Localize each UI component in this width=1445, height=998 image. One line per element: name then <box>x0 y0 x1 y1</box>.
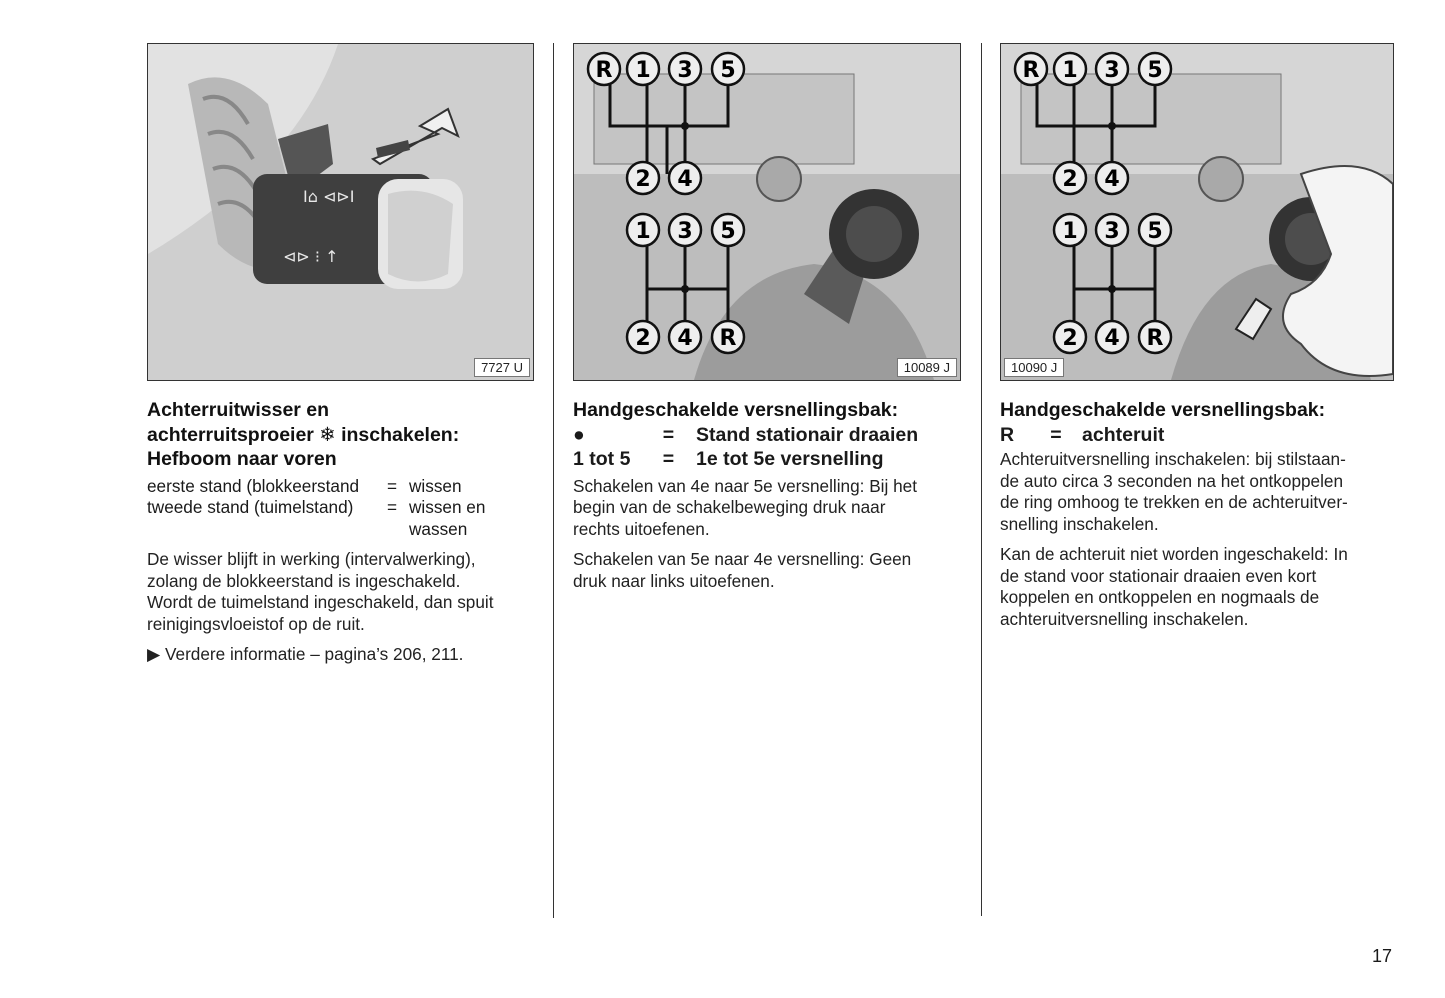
gearshift-figure <box>573 43 961 381</box>
heading-line: Hefboom naar voren <box>147 448 337 470</box>
svg-text:3: 3 <box>1104 58 1120 83</box>
figure-code: 7727 U <box>474 358 530 377</box>
section-heading <box>147 398 534 472</box>
svg-text:5: 5 <box>720 58 736 83</box>
svg-text:I⌂ ⊲⊳I: I⌂ ⊲⊳I <box>303 187 355 206</box>
reverse-gear-figure <box>1000 43 1394 381</box>
gearbox-text <box>573 398 961 592</box>
page-number: 17 <box>1372 946 1393 966</box>
svg-text:3: 3 <box>677 58 693 83</box>
svg-text:2: 2 <box>1062 326 1078 351</box>
paragraph: De wisser blijft in werking (intervalwerking), zolang de blokkeerstand is ingeschakeld. Wordt de tuimelstand ingeschakeld, dan spuit reinigingsvloeistof op de ruit. <box>147 549 494 634</box>
definition-row: 1 tot 5 = 1e tot 5e versnelling <box>573 448 884 470</box>
column-divider <box>553 43 554 918</box>
reverse-text <box>1000 398 1394 630</box>
svg-text:2: 2 <box>635 167 651 192</box>
snowflake-icon: ❄ <box>319 423 336 446</box>
figure-code: 10089 J <box>897 358 957 377</box>
svg-text:2: 2 <box>1062 167 1078 192</box>
wiper-text <box>147 398 534 666</box>
svg-text:4: 4 <box>677 326 693 351</box>
svg-text:4: 4 <box>677 167 693 192</box>
svg-text:5: 5 <box>720 219 736 244</box>
column-divider <box>981 43 982 916</box>
svg-text:R: R <box>719 326 737 351</box>
figure-code: 10090 J <box>1004 358 1064 377</box>
more-info-link[interactable]: ▶ Verdere informatie – pagina’s 206, 211. <box>147 644 464 664</box>
paragraph: Kan de achteruit niet worden ingeschakeld: In de stand voor stationair draaien even kort koppelen en ontkoppelen en nogmaals de achteruitversnelling inschakelen. <box>1000 544 1348 629</box>
heading-line: achterruitsproeier <box>147 423 320 446</box>
svg-text:R: R <box>595 58 613 83</box>
svg-text:1: 1 <box>635 219 651 244</box>
paragraph: Schakelen van 5e naar 4e versnelling: Geen druk naar links uitoefenen. <box>573 549 912 591</box>
reverse-gear-illustration <box>1001 44 1393 380</box>
svg-text:⊲⊳ ⁝ ↑: ⊲⊳ ⁝ ↑ <box>283 247 339 266</box>
wiper-lever-figure <box>147 43 534 381</box>
heading-line: Achterruitwisser en <box>147 399 330 421</box>
svg-text:2: 2 <box>635 326 651 351</box>
wiper-lever-illustration <box>148 44 533 380</box>
svg-text:R: R <box>1146 326 1164 351</box>
section-heading: Handgeschakelde versnellingsbak: <box>1000 399 1326 421</box>
definition-row: R = achteruit <box>1000 423 1165 446</box>
definition-row: ● = Stand stationair draaien <box>573 423 919 446</box>
svg-text:1: 1 <box>635 58 651 83</box>
table-row: eerste stand (blokkeerstand = wissen <box>147 475 462 496</box>
svg-text:R: R <box>1022 58 1040 83</box>
svg-text:5: 5 <box>1147 219 1163 244</box>
svg-text:4: 4 <box>1104 326 1120 351</box>
paragraph: Achteruitversnelling inschakelen: bij stilstaan- de auto circa 3 seconden na het ontkoppelen de ring omhoog te trekken en de achteruitver- snelling inschakelen. <box>1000 449 1348 534</box>
paragraph: Schakelen van 4e naar 5e versnelling: Bij het begin van de schakelbeweging druk naar rechts uitoefenen. <box>573 475 917 539</box>
position-table <box>147 476 534 541</box>
svg-text:1: 1 <box>1062 219 1078 244</box>
svg-text:3: 3 <box>1104 219 1120 244</box>
heading-line: inschakelen: <box>341 423 460 446</box>
svg-text:1: 1 <box>1062 58 1078 83</box>
svg-text:5: 5 <box>1147 58 1163 83</box>
svg-text:4: 4 <box>1104 167 1120 192</box>
triangle-right-icon: ▶ <box>147 644 161 664</box>
table-row: tweede stand (tuimelstand) = wissen en <box>147 497 486 517</box>
section-heading: Handgeschakelde versnellingsbak: <box>573 399 899 421</box>
gearshift-illustration <box>574 44 960 380</box>
table-row: wassen <box>409 518 468 539</box>
svg-text:3: 3 <box>677 219 693 244</box>
